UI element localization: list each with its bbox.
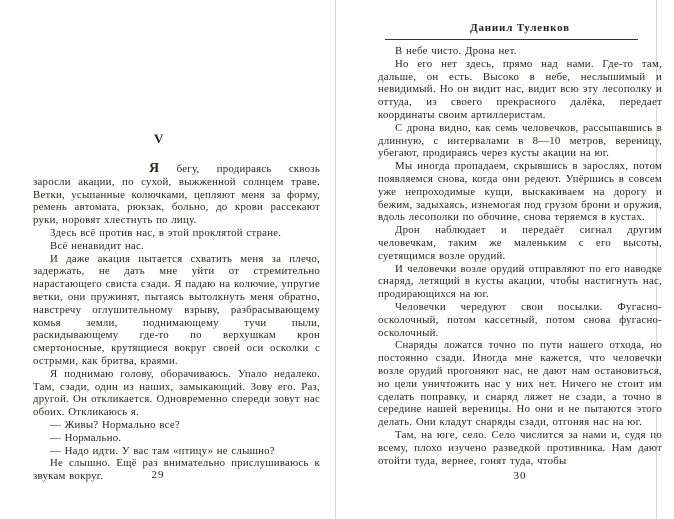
paragraph: И человечки возле орудий отправляют по его наводке снаряд, летящий в кусты акации, чтобы настигнуть нас, продирающихся на юг. xyxy=(378,262,662,301)
dialogue-line: — Живы? Нормально все? xyxy=(50,418,180,431)
paragraph: Я поднимаю голову, оборачиваюсь. Упало недалеко. Там, сзади, один из наших, замыкающий. Зову его. Раз, другой. Он откликается. Одновременно спереди зовут нас обоих. Откликаюсь я. xyxy=(33,367,320,419)
dialogue-line: — Нормально. xyxy=(50,431,122,444)
paragraph: И даже акация пытается схватить меня за плечо, задержать, не дать мне уйти от стремительно нарастающего свиста сзади. Я падаю на колючие, упругие ветки, они пружинят, пытаясь вытолкнуть меня обратно, навстречу оглушительному взрыву, разбрасывающему комья земли, поднимающему тучи пыли, раскидывающему где-то по верхушкам крон смертоносные, крутящиеся вокруг своей оси осколки с острыми, как бритва, краями. xyxy=(33,252,320,367)
chapter-number: V xyxy=(154,131,164,146)
paragraph: Всё ненавидит нас. xyxy=(50,239,144,252)
page-number-right: 30 xyxy=(513,470,527,482)
paragraph: Здесь всё против нас, в этой проклятой стране. xyxy=(50,226,282,239)
right-page-text xyxy=(378,45,662,467)
paragraph: Я бегу, продираясь сквозь заросли акации, по сухой, выжженной солнцем траве. Ветки, усыпанные колючками, цепляют меня за форму, ремень автомата, рюкзак, больно, до крови рассекают руки, норовят хлестнуть по лицу. xyxy=(33,161,320,227)
header-rule-divider xyxy=(385,39,638,40)
page-gutter-divider xyxy=(335,0,336,519)
paragraph: Снаряды ложатся точно по пути нашего отхода, но постоянно сзади. Иногда мне кажется, что человечки возле орудий прогоняют нас, не дают нам остановиться, но цели уничтожить нас у них нет. Ничего не стоит им сделать поправку, и снаряд ляжет не сзади, а точно в середине нашей вереницы. Но они и не пытаются этого делать. Они кладут снаряды сзади, отгоняя нас на юг. xyxy=(378,339,662,429)
paragraph: Но его нет здесь, прямо над нами. Где-то там, дальше, он есть. Высоко в небе, неслышимый и невидимый. Но он видит нас, видит всю эту лесополку и оттуда, из своего прекрасного далёка, передает координаты своим артиллеристам. xyxy=(378,57,662,121)
paragraph: Не слышно. Ещё раз внимательно прислушиваюсь к звукам вокруг. xyxy=(33,457,320,483)
dialogue-line: — Надо идти. У вас там «птицу» не слышно? xyxy=(50,444,275,457)
paragraph: Человечки чередуют свои посылки. Фугасно-осколочный, потом кассетный, потом снова фугасно-осколочный. xyxy=(378,300,662,339)
page-number-left: 29 xyxy=(151,469,165,481)
paragraph: В небе чисто. Дрона нет. xyxy=(395,45,517,57)
paragraph: Дрон наблюдает и передаёт сигнал другим человечкам, таким же маленьким с его высоты, суетящимся возле орудий. xyxy=(378,224,662,262)
paragraph: С дрона видно, как семь человечков, рассыпавшись в длинную, с интервалами в 8—10 метров, вереницу, убегают, продираясь через кусты акации на юг. xyxy=(378,121,662,160)
paragraph: Мы иногда пропадаем, скрывшись в зарослях, потом появляемся снова, когда они редеют. Упёршись в совсем уже непроходимые кущи, выскакиваем на дорогу и бежим, задыхаясь, изнемогая под грузом брони и оружия, вдоль лесополки по обочине, снова теряемся в кустах. xyxy=(378,160,662,224)
left-page-text xyxy=(33,163,320,483)
paragraph: Там, на юге, село. Село числится за нами и, судя по всему, плохо изучено разведкой противника. Нам дают отойти туда, вернее, гонят туда, чтобы xyxy=(378,428,662,467)
running-header: Даниил Туленков xyxy=(470,22,570,34)
